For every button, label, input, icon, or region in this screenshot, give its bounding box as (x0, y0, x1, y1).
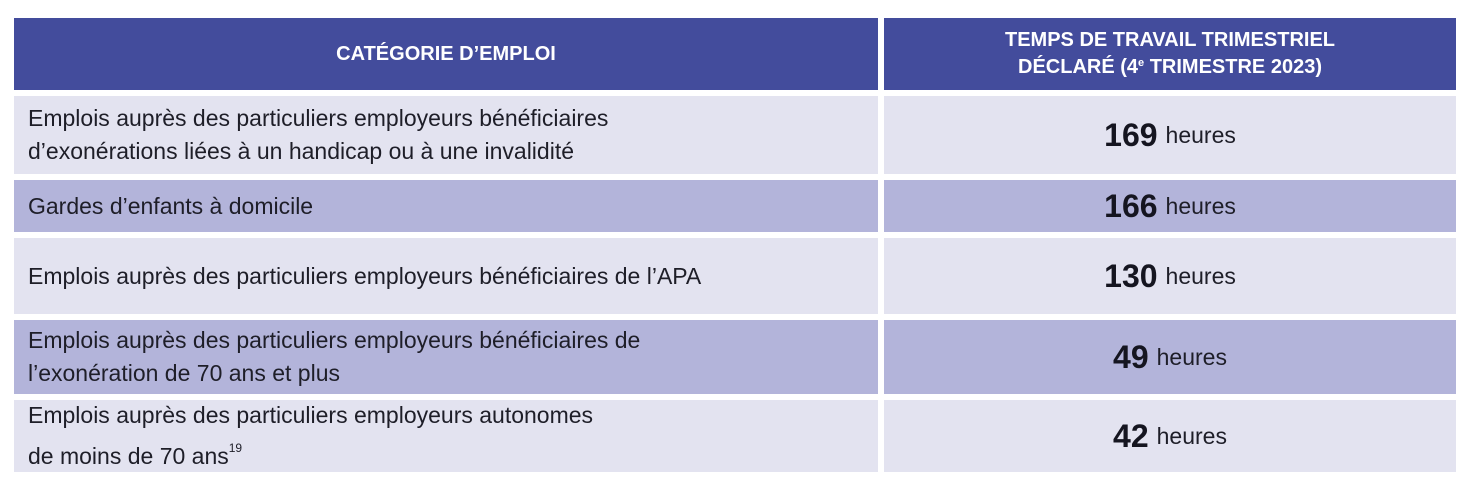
hours-value: 169 (1104, 116, 1158, 153)
table-row (14, 180, 1456, 232)
hours-value: 166 (1104, 187, 1158, 224)
category-cell (14, 180, 878, 232)
category-cell (14, 238, 878, 314)
hours-unit: heures (1165, 121, 1236, 148)
time-cell (884, 96, 1456, 174)
category-text-line2: de moins de 70 ans$^{19}$ (28, 441, 243, 469)
working-time-table (14, 18, 1456, 478)
hours-value: 42 (1113, 417, 1149, 454)
time-cell (884, 400, 1456, 472)
hours-value: 49 (1113, 338, 1149, 375)
header-category (14, 18, 878, 90)
time-cell (884, 180, 1456, 232)
header-time-line2: DÉCLARÉ (4e TRIMESTRE 2023) (1018, 56, 1322, 78)
category-text-line2: d’exonérations liées à un handicap ou à une invalidité (28, 138, 575, 164)
category-cell (14, 400, 878, 472)
hours-value: 130 (1104, 257, 1158, 294)
category-text-line2: l’exonération de 70 ans et plus (28, 360, 340, 386)
category-text-line1: Emplois auprès des particuliers employeurs bénéficiaires (28, 105, 609, 131)
table-row (14, 400, 1456, 472)
hours-unit: heures (1165, 192, 1236, 219)
table-header-row (14, 18, 1456, 90)
category-text-line1: Gardes d’enfants à domicile (28, 192, 314, 219)
category-text-line1: Emplois auprès des particuliers employeurs bénéficiaires de (28, 327, 641, 353)
time-cell (884, 238, 1456, 314)
table-row (14, 320, 1456, 394)
category-cell (14, 320, 878, 394)
hours-unit: heures (1165, 262, 1236, 289)
table-row (14, 96, 1456, 174)
footnote-marker: 19 (228, 441, 243, 455)
header-category-label: CATÉGORIE D’EMPLOI (336, 42, 556, 65)
category-cell (14, 96, 878, 174)
category-text-line1: Emplois auprès des particuliers employeurs autonomes (28, 402, 594, 428)
table-row (14, 238, 1456, 314)
category-text-line1: Emplois auprès des particuliers employeurs bénéficiaires de l’APA (28, 262, 702, 289)
header-time-line1: TEMPS DE TRAVAIL TRIMESTRIEL (1004, 29, 1335, 51)
hours-unit: heures (1156, 422, 1227, 449)
time-cell (884, 320, 1456, 394)
header-working-time (884, 18, 1456, 90)
hours-unit: heures (1156, 343, 1227, 370)
